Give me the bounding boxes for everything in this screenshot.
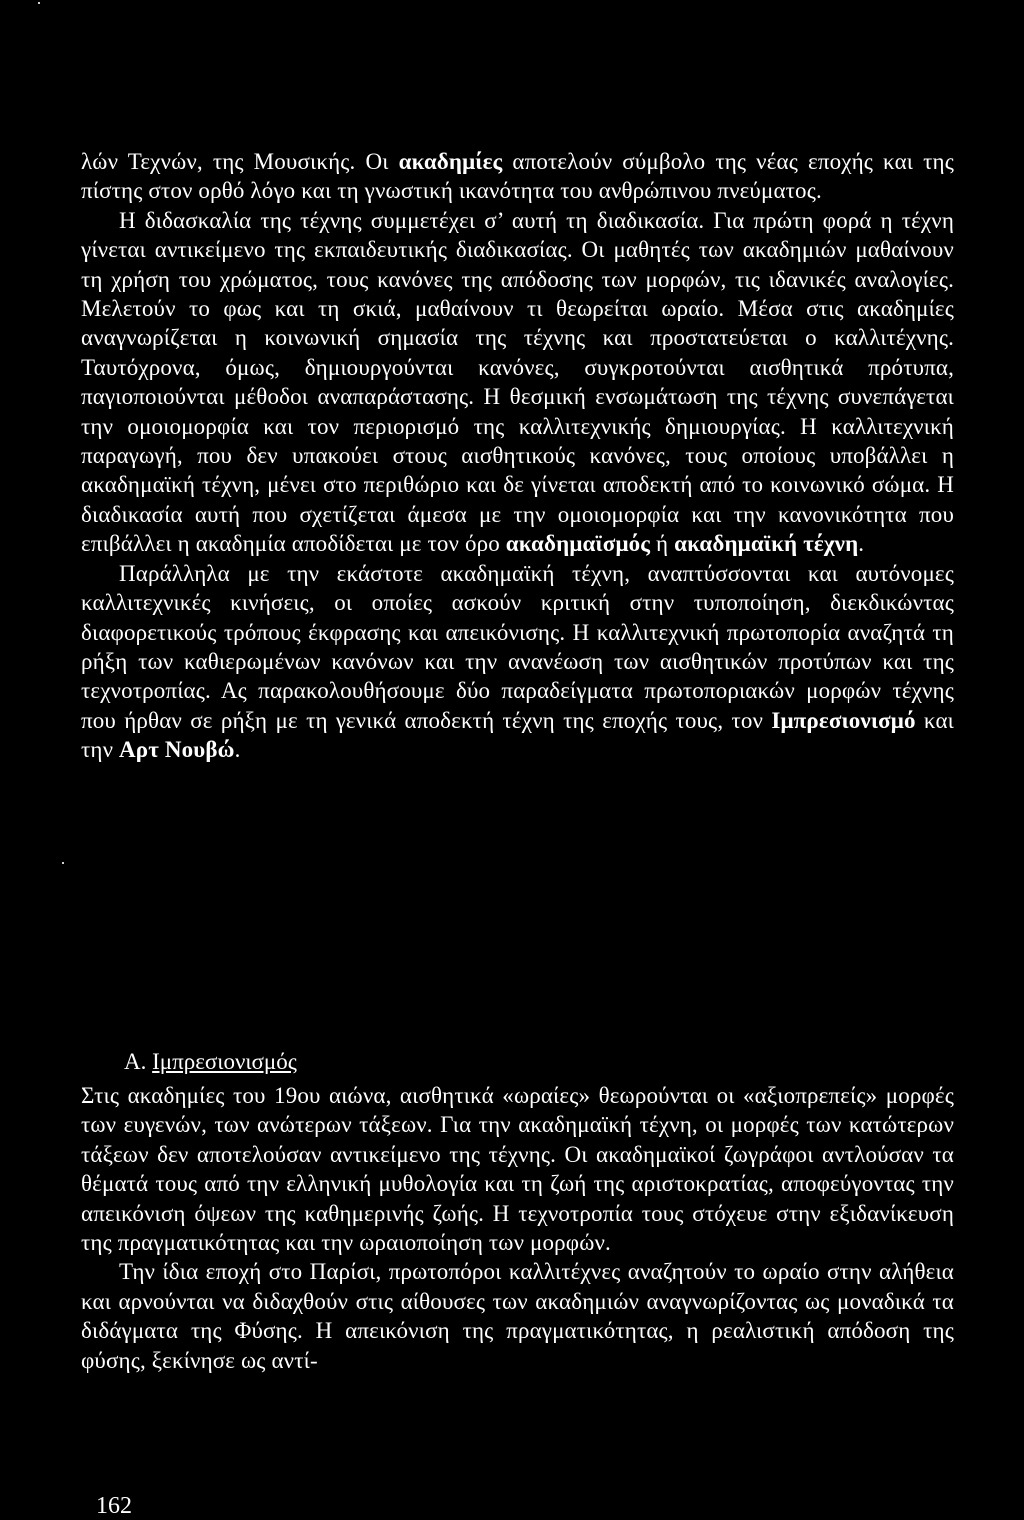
paragraph-academy-aesthetics [81, 1081, 954, 1257]
section-heading-impressionism [124, 1047, 297, 1076]
term-impressionism: Ιμπρεσιονισμό [771, 707, 916, 733]
paragraph-academies-intro [81, 147, 954, 206]
paragraph-paris-pioneers [81, 1257, 954, 1375]
term-akadimaiki-techni: ακαδημαϊκή τέχνη [674, 531, 859, 557]
paragraph-5-text-1: Την ίδια εποχή στο Παρίσι, πρωτοπόροι καλλιτέχνες αναζητούν το ωραίο στην αλήθεια και αρνούνται να διδαχθούν στις αίθουσες των ακαδημιών αναγνωρίζοντας ως μοναδικά τα διδάγματα της Φύσης. Η απεικόνιση της πραγματικότητας, η ρεαλιστική απόδοση της φύσης, ξεκίνησε ως αντί- [81, 1259, 954, 1373]
page-number: 162 [96, 1493, 132, 1519]
upper-text-block [81, 147, 954, 765]
paragraph-2-text-2: ή [650, 531, 675, 557]
paragraph-2-text-3: . [858, 531, 865, 557]
lower-text-block [81, 1081, 954, 1375]
paragraph-1-text-2: αποτελούν σύμβολο της νέας εποχής και της πίστης στον ορθό λόγο και τη γνωστική ικανότητα του ανθρώπινου πνεύματος. [81, 149, 954, 204]
paragraph-3-text-2: και την [81, 707, 954, 763]
paragraph-2-text-1: Η διδασκαλία της τέχνης συμμετέχει σ’ αυτή τη διαδικασία. Για πρώτη φορά η τέχνη γίνεται αντικείμενο της εκπαιδευτικής διαδικασίας. Οι μαθητές των ακαδημιών μαθαίνουν τη χρήση του χρώματος, τους κανόνες της απόδοσης των μορφών, τις ιδανικές αναλογίες. Μελετούν το φως και τη σκιά, μαθαίνουν τι θεωρείται ωραίο. Μέσα στις ακαδημίες αναγνωρίζεται η κοινωνική σημασία της τέχνης και προστατεύεται ο καλλιτέχνης. Ταυτόχρονα, όμως, δημιουργούνται κανόνες, συγκροτούνται αισθητικά πρότυπα, παγιοποιούνται μέθοδοι αναπαράστασης. Η θεσμική ενσωμάτωση της τέχνης συνεπάγεται την ομοιομορφία και τον περιορισμό της καλλιτεχνικής δημιουργίας. Η καλλιτεχνική παραγωγή, που δεν υπακούει στους αισθητικούς κανόνες, τους οποίους υποβάλλει η ακαδημαϊκή τέχνη, μένει στο περιθώριο και δε γίνεται αποδεκτή από το κοινωνικό σώμα. Η διαδικασία αυτή που σχετίζεται άμεσα με την ομοιομορφία και την κανονικότητα που επιβάλλει η ακαδημία αποδίδεται με τον όρο [81, 207, 954, 557]
paragraph-avant-garde [81, 559, 954, 765]
term-akadimies: ακαδημίες [398, 149, 503, 174]
paragraph-3-text-1: Παράλληλα με την εκάστοτε ακαδημαϊκή τέχνη, αναπτύσσονται και αυτόνομες καλλιτεχνικές κινήσεις, οι οποίες ασκούν κριτική στην τυποποίηση, διεκδικώντας διαφορετικούς τρόπους έκφρασης και απεικόνισης. Η καλλιτεχνική πρωτοπορία αναζητά τη ρήξη των καθιερωμένων κανόνων και την ανανέωση των αισθητικών προτύπων και της τεχνοτροπίας. Ας παρακολουθήσουμε δύο παραδείγματα πρωτοποριακών μορφών τέχνης που ήρθαν σε ρήξη με τη γενικά αποδεκτή τέχνη της εποχής τους, τον [81, 560, 954, 733]
paragraph-1-text-1: λών Τεχνών, της Μουσικής. Οι [81, 149, 399, 174]
term-art-nouveau: Αρτ Νουβώ [119, 737, 235, 763]
paragraph-3-text-3: . [234, 737, 241, 763]
section-number: Α. [124, 1049, 147, 1074]
scan-speck [62, 862, 64, 864]
term-akadimaismos: ακαδημαϊσμός [505, 531, 651, 557]
scan-speck [38, 2, 40, 4]
paragraph-art-teaching [81, 206, 954, 559]
paragraph-4-text-1: Στις ακαδημίες του 19ου αιώνα, αισθητικά «ωραίες» θεωρούνται οι «αξιοπρεπείς» μορφές των ευγενών, των ανώτερων τάξεων. Για την ακαδημαϊκή τέχνη, οι μορφές των κατώτερων τάξεων δεν αποτελούσαν αντικείμενο της τέχνης. Οι ακαδημαϊκοί ζωγράφοι αντλούσαν τα θέματά τους από την ελληνική μυθολογία και τη ζωή της αριστοκρατίας, αποφεύγοντας την απεικόνιση όψεων της καθημερινής ζωής. Η τεχνοτροπία τους στόχευε στην εξιδανίκευση της πραγματικότητας και την ωραιοποίηση των μορφών. [81, 1083, 954, 1256]
section-title: Ιμπρεσιονισμός [152, 1049, 297, 1074]
